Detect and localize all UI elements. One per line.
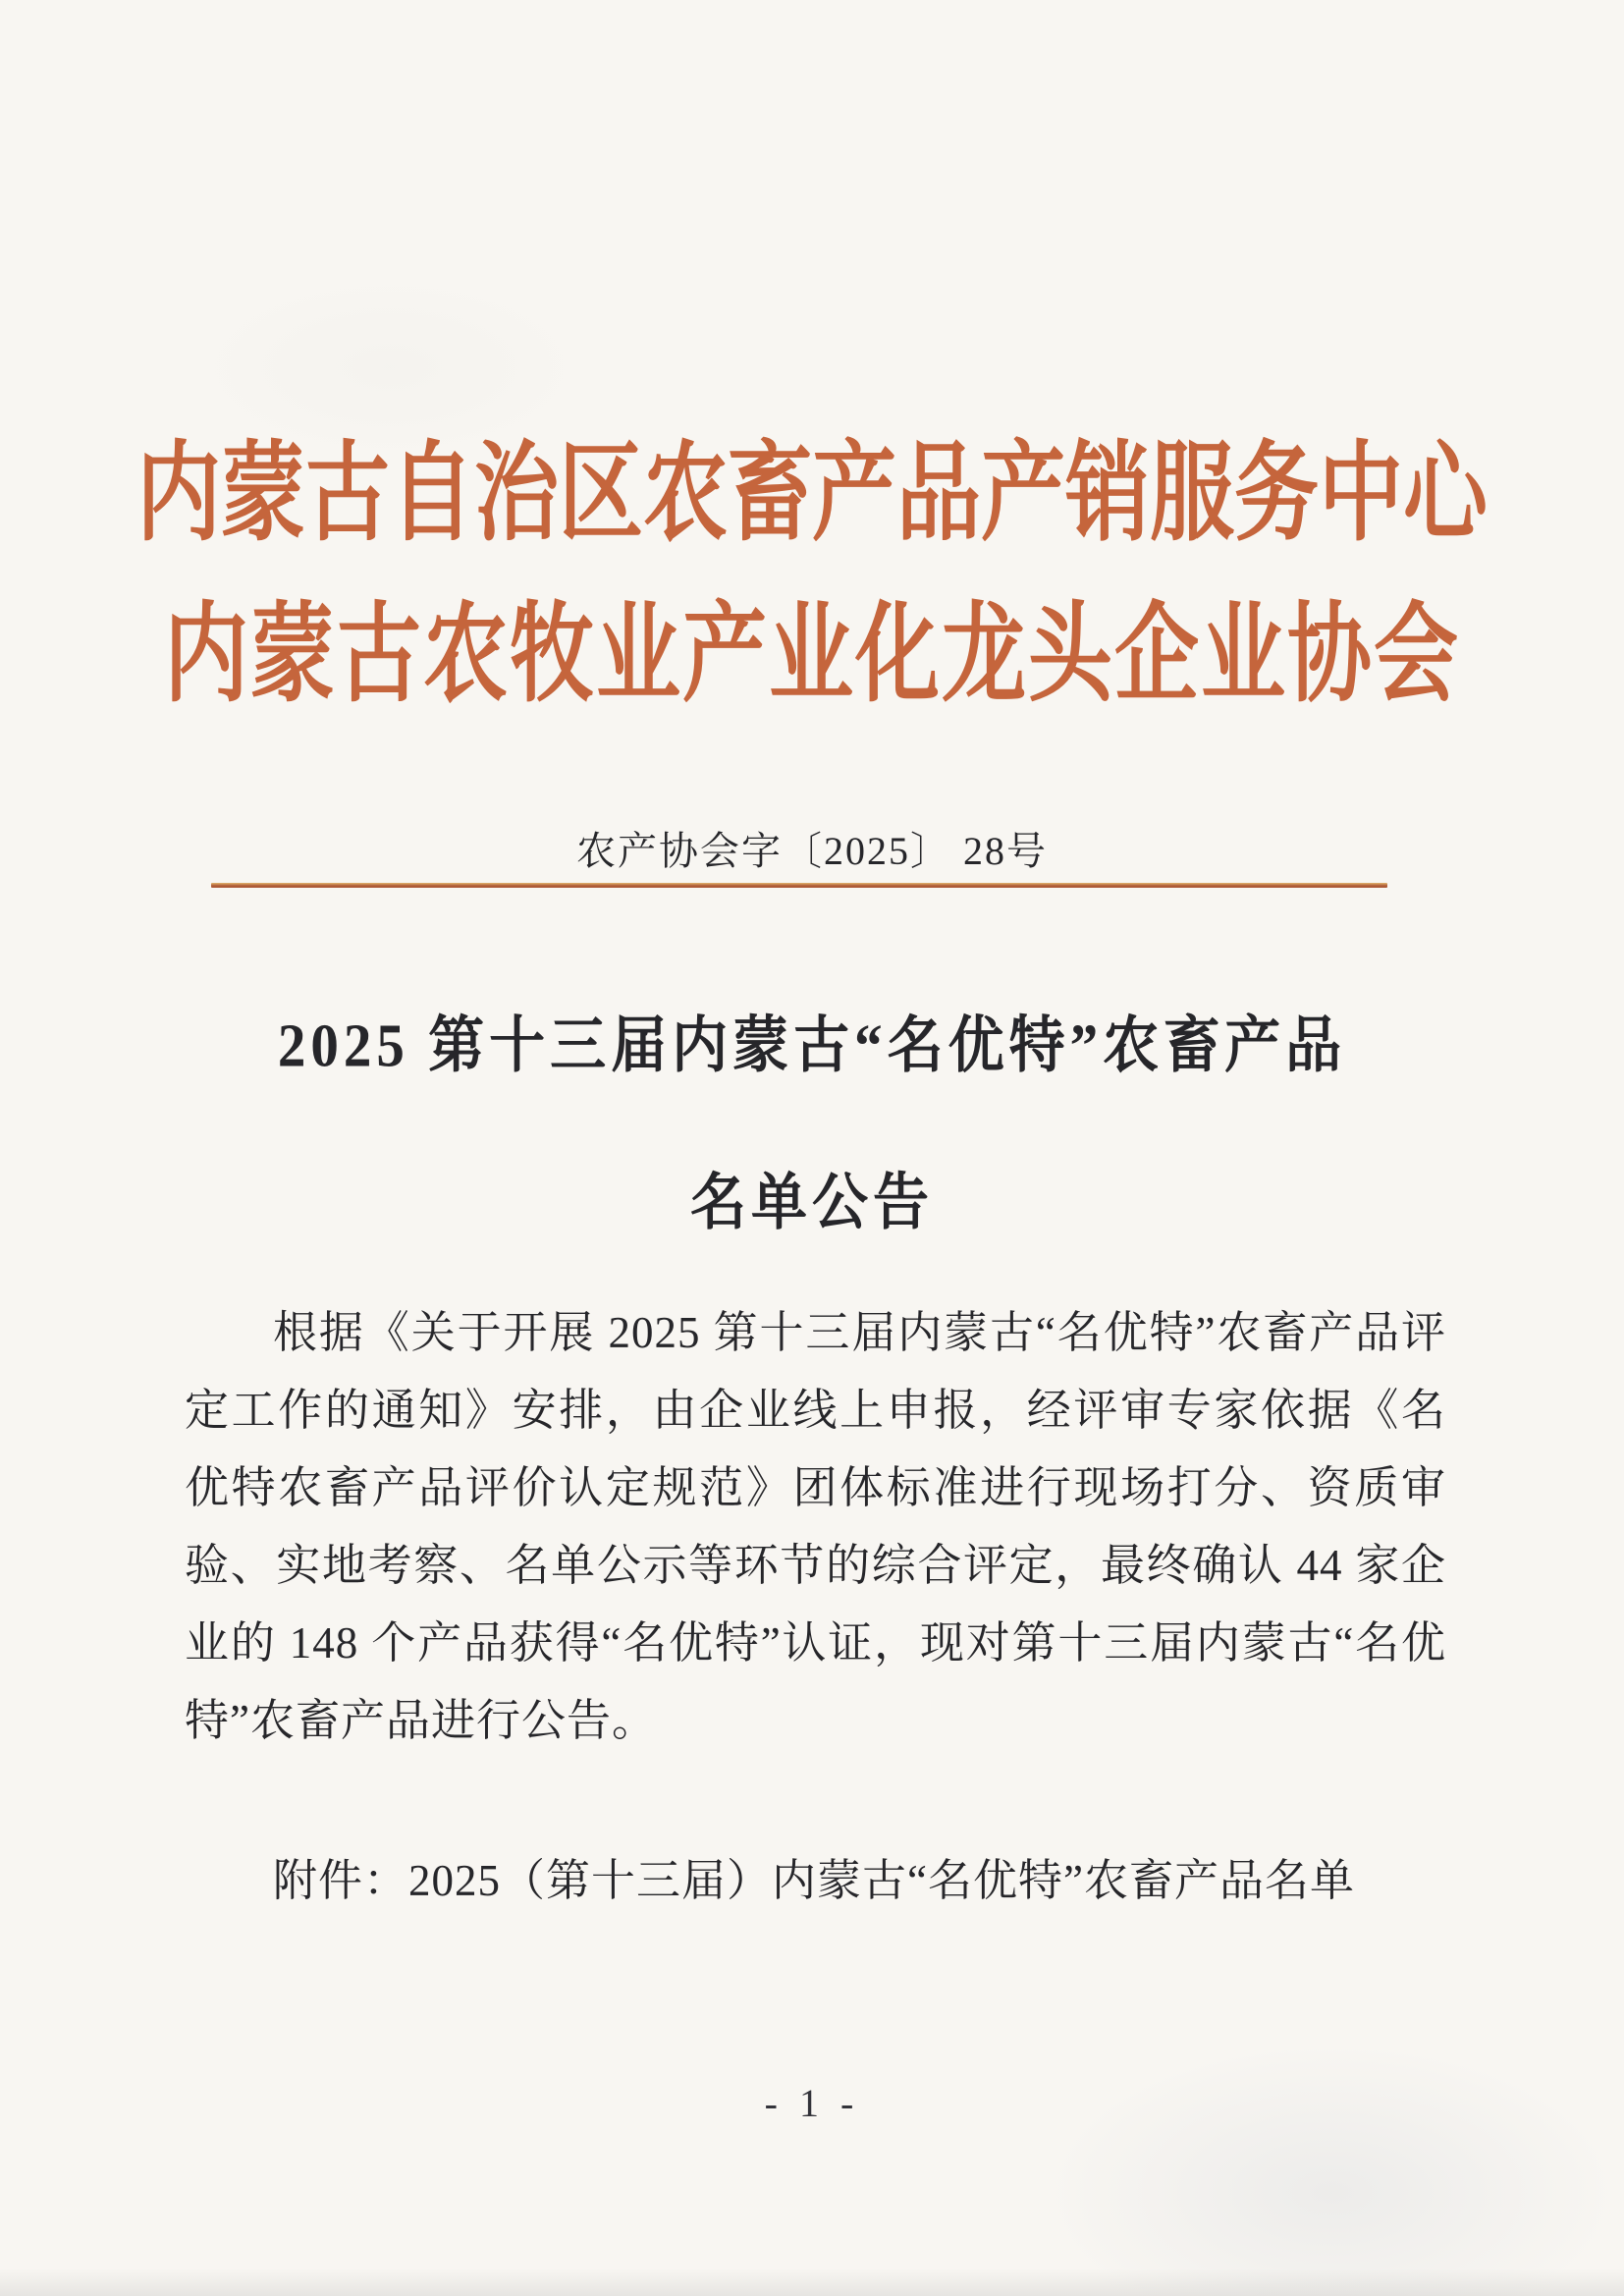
notice-body-paragraph: 根据《关于开展 2025 第十三届内蒙古“名优特”农畜产品评定工作的通知》安排，由企业线上申报，经评审专家依据《名优特农畜产品评价认定规范》团体标准进行现场打分、资质审验、实地考察、名单公示等环节的综合评定，最终确认 44 家企业的 148 个产品获得“名优特”认证，现对第十三届内蒙古“名优特”农畜产品进行公告。 [185, 1308, 1446, 1745]
document-reference-number: 农产协会字〔2025〕 28号 [576, 829, 1048, 873]
notice-title-line2: 名单公告 [690, 1169, 934, 1237]
issuing-org-name-line1: 内蒙古自治区农畜产品产销服务中心 [136, 433, 1488, 555]
red-divider-line [211, 883, 1387, 888]
page-number: - 1 - [764, 2081, 860, 2125]
notice-title-line1: 2025 第十三届内蒙古“名优特”农畜产品 [277, 1011, 1347, 1080]
attachment-reference-line: 附件：2025（第十三届）内蒙古“名优特”农畜产品名单 [273, 1856, 1355, 1905]
issuing-org-name-line2: 内蒙古农牧业产业化龙头企业协会 [164, 594, 1460, 716]
